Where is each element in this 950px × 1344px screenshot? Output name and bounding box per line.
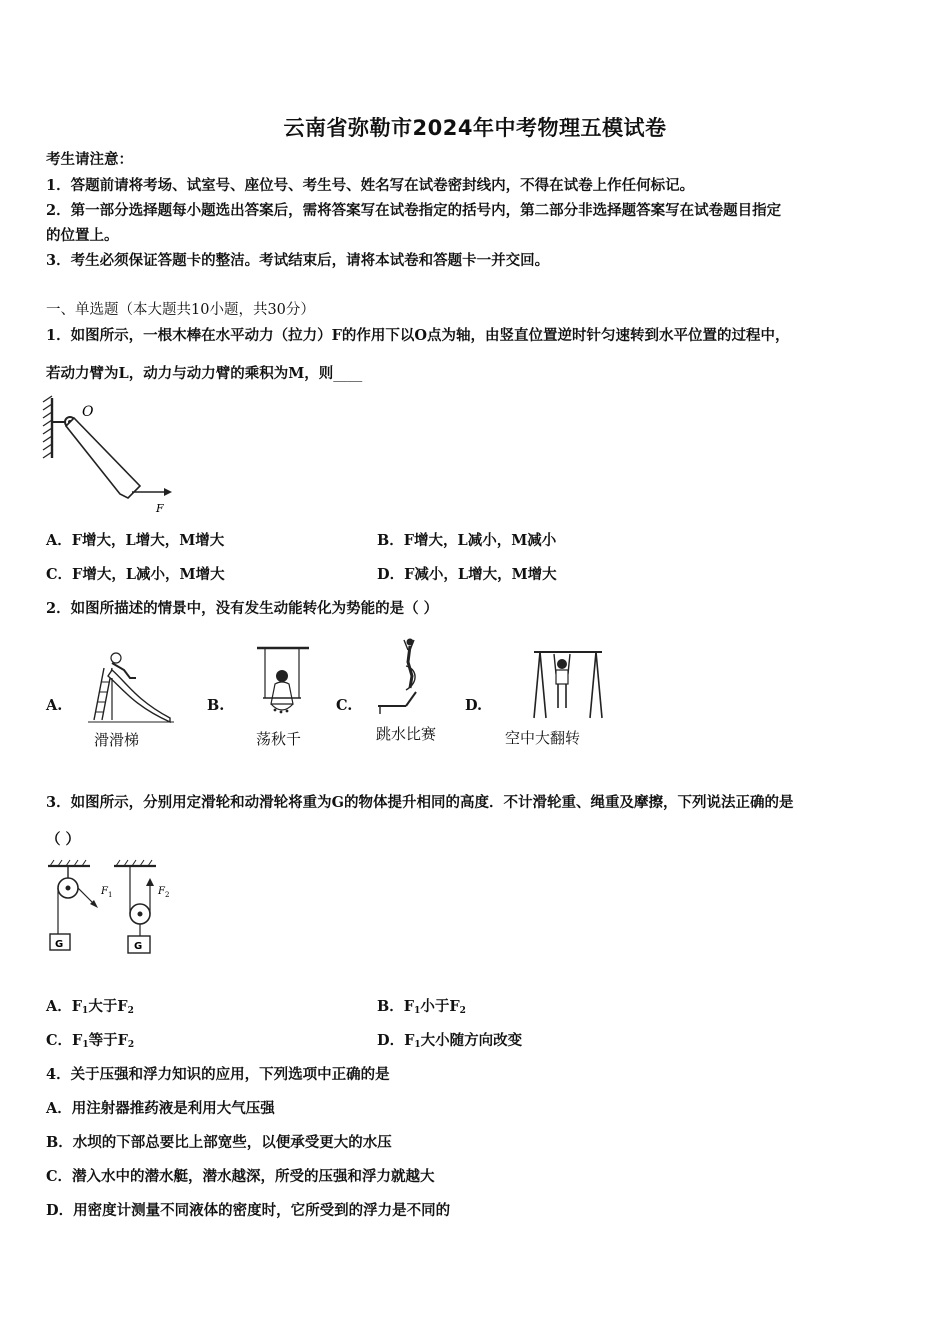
q2-option-a-letter[interactable]: A. (46, 697, 63, 714)
q2-option-c-letter[interactable]: C. (336, 697, 353, 714)
wall-hatching (43, 396, 52, 458)
label-f: F (156, 502, 164, 515)
q3-a-pre: A．F (46, 998, 83, 1015)
q1-option-c[interactable]: C．F增大，L减小，M增大 (46, 566, 225, 583)
label-f2: F (158, 886, 165, 897)
q3-stem-line1: 3．如图所示，分别用定滑轮和动滑轮将重为G的物体提升相同的高度．不计滑轮重、绳重及摩擦，下列说法正确的是 (46, 794, 794, 811)
q3-c-mid: 等于F (88, 1032, 128, 1049)
q1-stem-text: 若动力臂为L，动力与动力臂的乘积为M，则 (46, 365, 334, 382)
q2-caption-d: 空中大翻转 (505, 729, 581, 747)
notice-item-1: 1．答题前请将考场、试室号、座位号、考生号、姓名写在试卷密封线内，不得在试卷上作任何标记。 (46, 177, 695, 194)
q1-option-b[interactable]: B．F增大，L减小，M减小 (377, 532, 557, 549)
q3-b-sub1: 1 (414, 1006, 421, 1016)
q3-c-sub1: 1 (82, 1040, 89, 1050)
page-title: 云南省弥勒市2024年中考物理五模试卷 (283, 116, 667, 140)
label-f1: F (101, 886, 108, 897)
q2-caption-b: 荡秋千 (256, 730, 302, 748)
q3-d-pre: D．F (377, 1032, 415, 1049)
notice-heading: 考生请注意： (46, 151, 133, 168)
wooden-stick (66, 418, 140, 498)
q4-stem: 4．关于压强和浮力知识的应用，下列选项中正确的是 (46, 1066, 390, 1083)
swing-figure (255, 646, 311, 722)
q3-b-sub2: 2 (459, 1006, 466, 1016)
q4-option-d[interactable]: D．用密度计测量不同液体的密度时，它所受到的浮力是不同的 (46, 1202, 451, 1219)
section-heading: 一、单选题（本大题共10小题，共30分） (46, 302, 315, 318)
q1-answer-blank: ____ (333, 366, 363, 382)
q3-d-mid: 大小随方向改变 (420, 1032, 523, 1049)
label-f2-sub: 2 (165, 891, 170, 899)
q3-option-c[interactable] (46, 1031, 134, 1055)
q4-option-c[interactable]: C．潜入水中的潜水艇，潜水越深，所受的压强和浮力就越大 (46, 1168, 435, 1185)
q3-option-a[interactable] (46, 997, 134, 1021)
q3-a-sub2: 2 (127, 1006, 134, 1016)
q1-stem-line1: 1．如图所示，一根木棒在水平动力（拉力）F的作用下以O点为轴，由竖直位置逆时针匀速转到水平位置的过程中， (46, 327, 790, 344)
label-g2: G (134, 941, 143, 952)
q2-caption-a: 滑滑梯 (94, 731, 140, 749)
slide-figure (86, 652, 176, 724)
q1-stem-line2 (46, 364, 362, 384)
q1-lever-figure (40, 394, 180, 519)
q3-d-sub1: 1 (414, 1040, 421, 1050)
q4-option-a[interactable]: A．用注射器推药液是利用大气压强 (46, 1100, 275, 1117)
notice-item-2-cont: 的位置上。 (46, 227, 119, 244)
gymnastics-figure (530, 646, 606, 722)
q3-option-b[interactable] (377, 997, 466, 1021)
q2-option-d-letter[interactable]: D. (465, 697, 483, 714)
q3-c-sub2: 2 (127, 1040, 135, 1050)
q3-b-mid: 小于F (420, 998, 460, 1015)
label-o: O (82, 404, 94, 420)
q2-stem: 2．如图所描述的情景中，没有发生动能转化为势能的是（ ） (46, 600, 439, 617)
notice-item-2: 2．第一部分选择题每小题选出答案后，需将答案写在试卷指定的括号内，第二部分非选择题答案写在试卷题目指定 (46, 202, 782, 219)
label-g1: G (55, 939, 64, 950)
q2-option-b-letter[interactable]: B. (207, 697, 225, 714)
q1-option-a[interactable]: A．F增大，L增大，M增大 (46, 532, 225, 549)
q3-a-sub1: 1 (82, 1006, 89, 1016)
q3-c-pre: C．F (46, 1032, 83, 1049)
q3-a-mid: 大于F (88, 998, 128, 1015)
notice-item-3: 3．考生必须保证答题卡的整洁。考试结束后，请将本试卷和答题卡一并交回。 (46, 252, 550, 269)
pulley-figure (44, 860, 180, 960)
q3-option-d[interactable] (377, 1031, 522, 1055)
q4-option-b[interactable]: B．水坝的下部总要比上部宽些，以便承受更大的水压 (46, 1134, 392, 1151)
q3-stem-line2: （ ） (46, 831, 81, 848)
q2-caption-c: 跳水比赛 (376, 725, 437, 743)
q1-option-d[interactable]: D．F减小，L增大，M增大 (377, 566, 557, 583)
label-f1-sub: 1 (108, 891, 113, 899)
diving-figure (376, 636, 436, 716)
q3-b-pre: B．F (377, 998, 415, 1015)
